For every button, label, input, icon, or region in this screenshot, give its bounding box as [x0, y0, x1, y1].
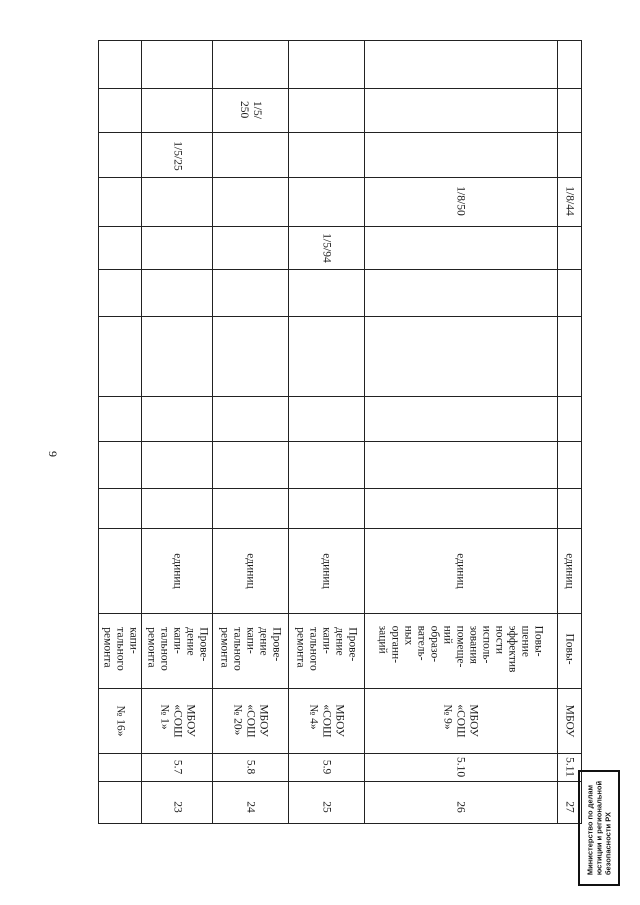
cell-code: 5.9 — [320, 759, 333, 775]
table-rule — [99, 396, 581, 397]
cell-unit: единиц — [320, 553, 333, 589]
cell-activity: Прове- дение капи- тального ремонта — [218, 627, 283, 671]
cell-org: МБОУ «СОШ № 1» — [158, 704, 197, 738]
table-rule — [99, 269, 581, 270]
cell-org: МБОУ «СОШ № 20» — [231, 704, 270, 738]
cell-row-number: 27 — [563, 801, 576, 813]
cell-org: МБОУ «СОШ № 9» — [441, 704, 480, 738]
cell-value: 1/8/50 — [454, 186, 467, 216]
cell-activity: Прове- дение капи- тального ремонта — [294, 627, 359, 671]
cell-row-number: 23 — [171, 801, 184, 813]
table-rule — [99, 226, 581, 227]
table-rule — [99, 88, 581, 89]
cell-value: 1/5/94 — [320, 233, 333, 263]
table — [98, 40, 582, 824]
cell-unit: единиц — [563, 553, 576, 589]
cell-org: № 16» — [114, 705, 127, 737]
cell-value: 1/5/25 — [171, 141, 184, 171]
cell-code: 5.8 — [244, 759, 257, 775]
cell-activity: Повы- шение эффектив ности исполь- зования помеще- ний образо- ватель- ных органн- заций — [376, 625, 545, 673]
table-rule — [99, 528, 581, 529]
cell-row-number: 26 — [454, 801, 467, 813]
cell-code: 5.7 — [171, 759, 184, 775]
cell-row-number: 24 — [244, 801, 257, 813]
row-divider — [288, 41, 289, 823]
table-rule — [99, 753, 581, 754]
cell-activity: капи- тального ремонта — [101, 627, 140, 671]
table-rule — [99, 488, 581, 489]
page-number: 9 — [46, 451, 60, 457]
cell-code: 5.10 — [454, 756, 467, 778]
cell-value: 1/5/ 250 — [238, 101, 263, 119]
cell-org: МБОУ — [563, 704, 576, 738]
table-rule — [99, 132, 581, 133]
cell-unit: единиц — [171, 553, 184, 589]
cell-code: 5.11 — [563, 757, 576, 777]
cell-value: 1/8/44 — [563, 186, 576, 216]
row-divider — [364, 41, 365, 823]
stamp-text: Министерство по делам юстиции и региональной безопасности РХ — [585, 780, 613, 876]
cell-activity: Повы- — [563, 633, 576, 665]
row-divider — [557, 41, 558, 823]
row-divider — [141, 41, 142, 823]
cell-unit: единиц — [244, 553, 257, 589]
table-rule — [99, 316, 581, 317]
table-rule — [99, 688, 581, 689]
row-divider — [212, 41, 213, 823]
table-rule — [99, 613, 581, 614]
table-rule — [99, 441, 581, 442]
table-rule — [99, 177, 581, 178]
table-rule — [99, 781, 581, 782]
ministry-stamp — [578, 770, 620, 886]
cell-org: МБОУ «СОШ № 4» — [307, 704, 346, 738]
cell-unit: единиц — [454, 553, 467, 589]
cell-row-number: 25 — [320, 801, 333, 813]
cell-activity: Прове- дение капи- тального ремонта — [145, 627, 210, 671]
